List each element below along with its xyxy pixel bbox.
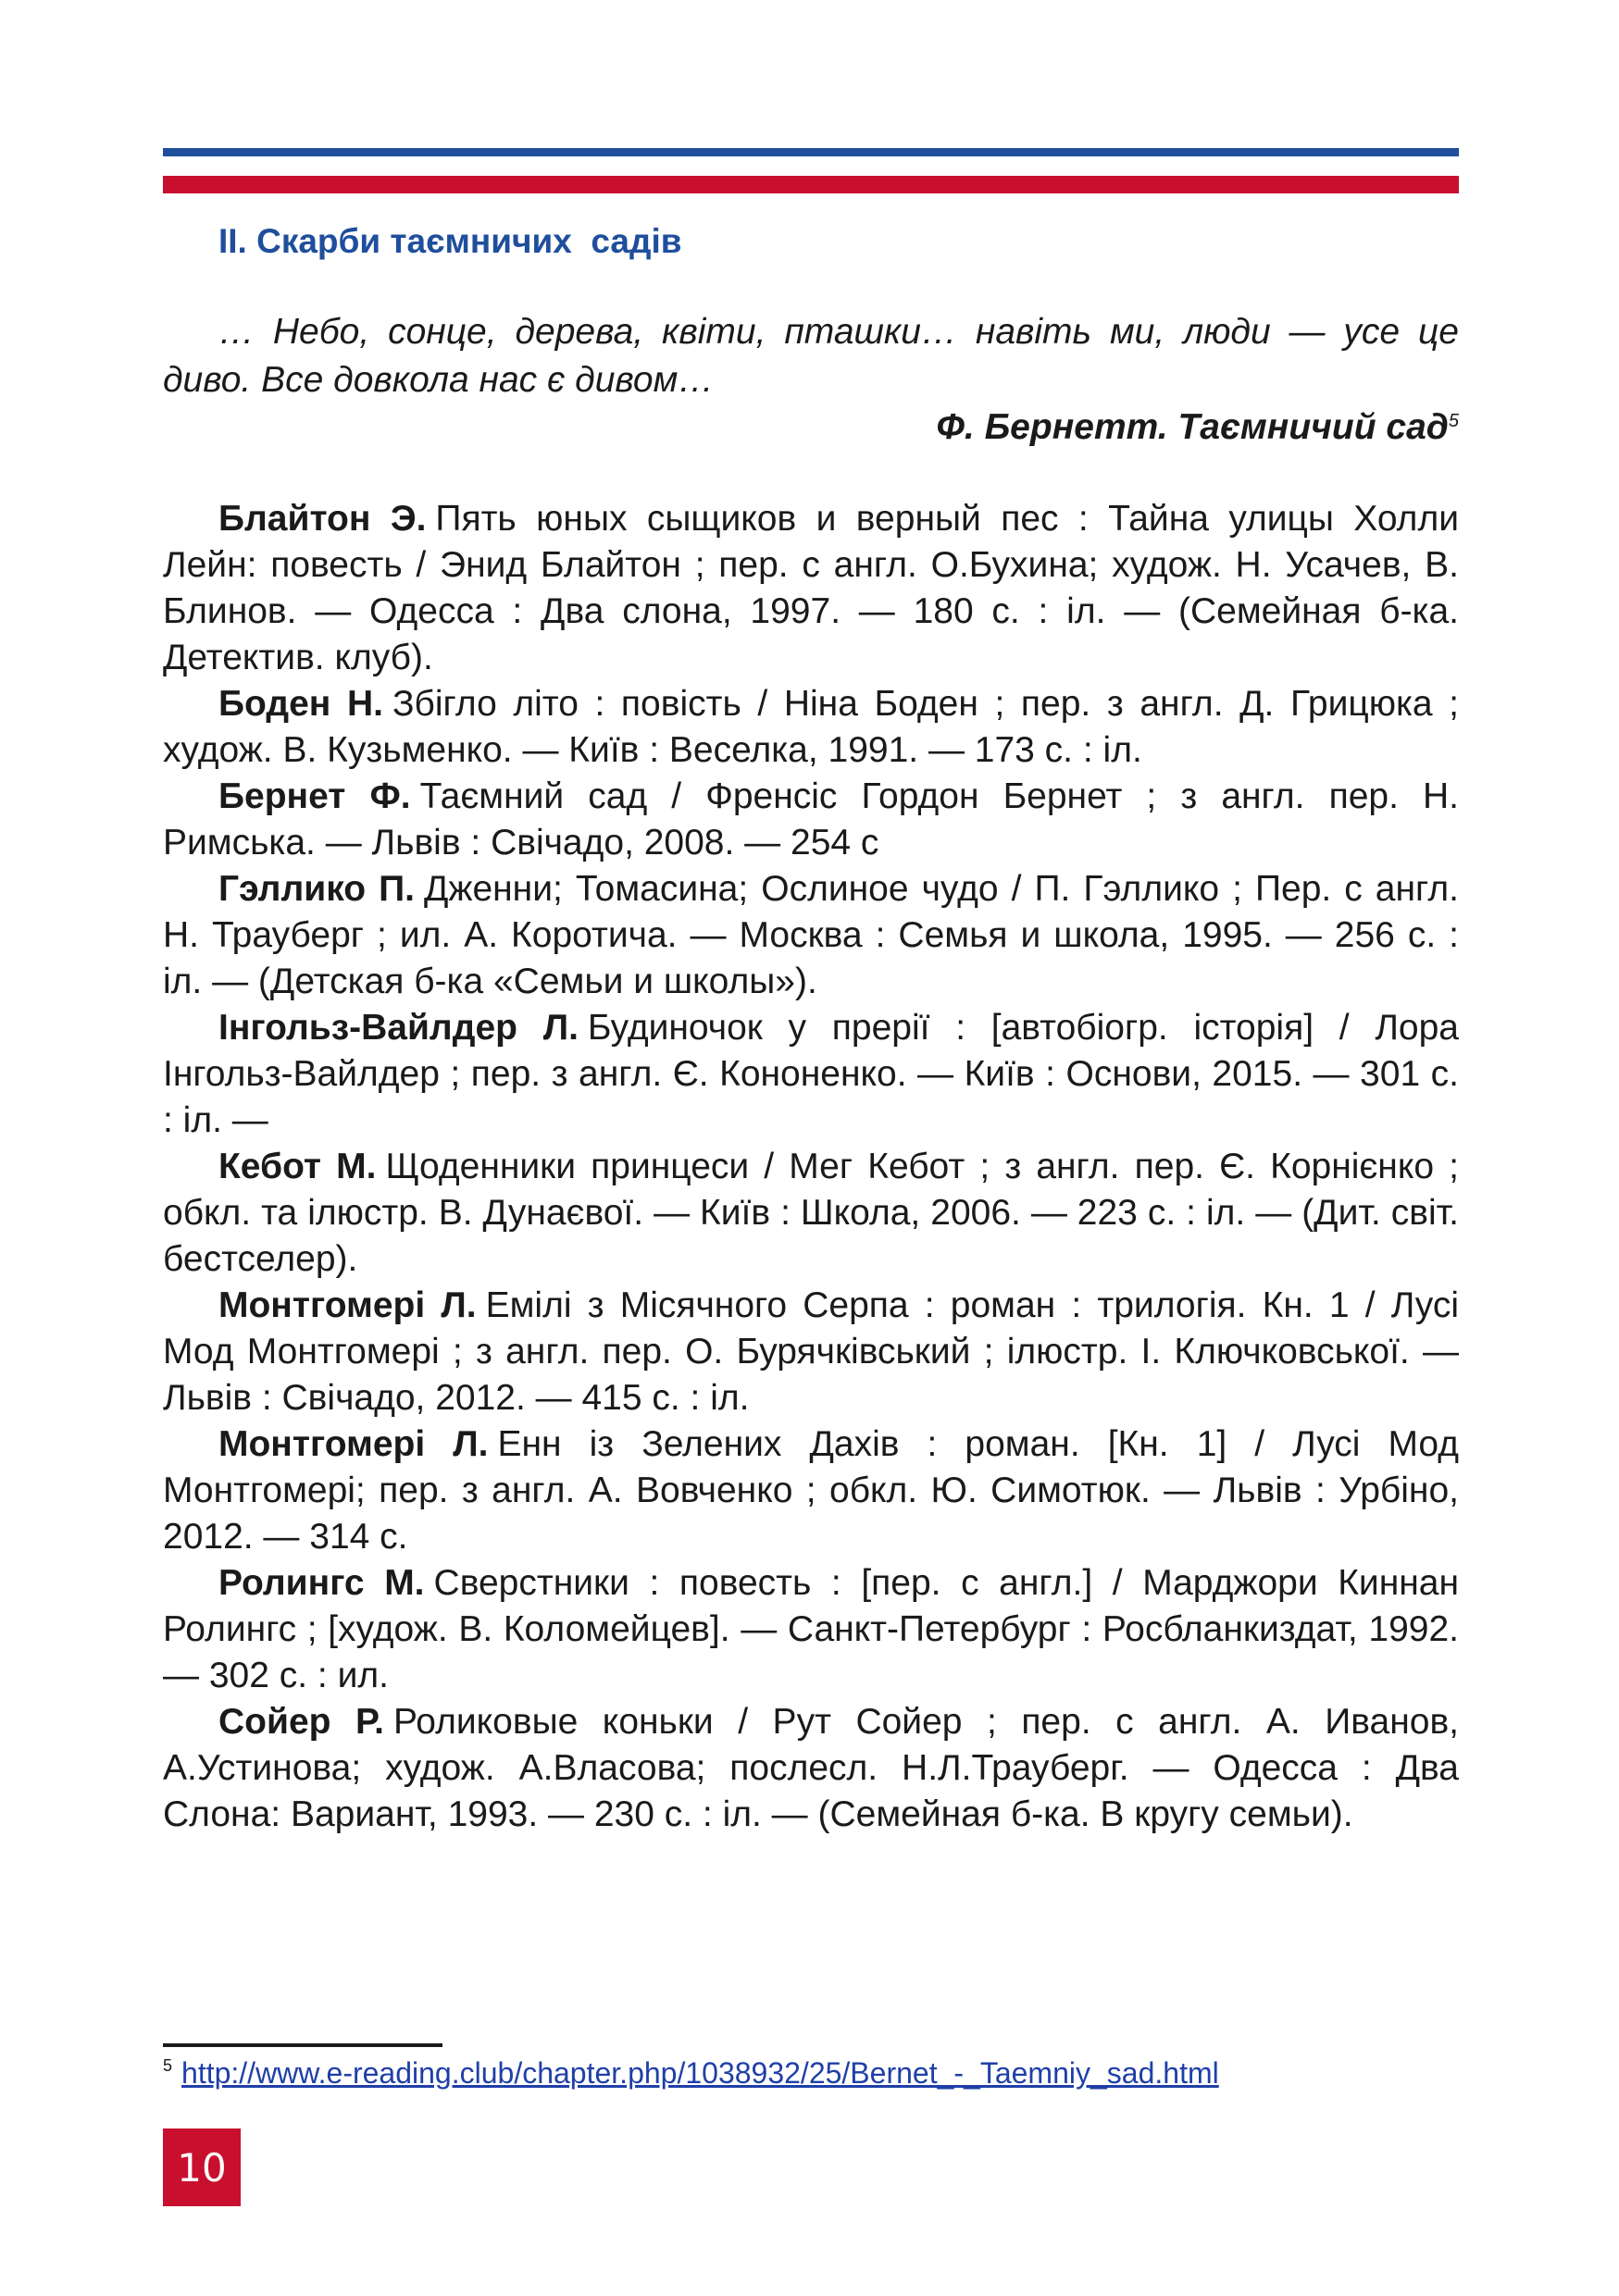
entry-details: Будиночок у прерії : [автобіогр. історія] / Лора Інгольз-Вайлдер ; пер. з англ. Є. Кононенко. — Київ : Основи, 2015. — 301 с. : іл. — xyxy=(163,1008,1459,1140)
entry-details: Роликовые коньки / Рут Сойер ; пер. с англ. А. Иванов, А.Устинова; худож. А.Власова; послесл. Н.Л.Трауберг. — Одесса : Два Слона: Вариант, 1993. — 230 с. : іл. — (Семейная б-ка. В кругу семьи). xyxy=(163,1702,1460,1834)
entry-details: Емілі з Місячного Серпа : роман : трилогія. Кн. 1 / Лусі Мод Монтгомері ; з англ. пер. О. Бурячківський ; ілюстр. І. Ключковської. — Львів : Свічадо, 2012. — 415 с. : іл. xyxy=(163,1285,1459,1418)
footnote-mark: 5 xyxy=(163,2056,173,2075)
bibliography-entry xyxy=(163,1283,1459,1421)
entry-author: Монтгомері Л. xyxy=(218,1424,489,1464)
footnote-link[interactable]: http://www.e-reading.club/chapter.php/1038932/25/Bernet_-_Taemniy_sad.html xyxy=(181,2056,1219,2090)
epigraph-attribution xyxy=(936,407,1459,448)
bibliography-entry xyxy=(163,1421,1459,1560)
entry-details: Збігло літо : повість / Ніна Боден ; пер. з англ. Д. Грицюка ; худож. В. Кузьменко. — Київ : Веселка, 1991. — 173 с. : іл. xyxy=(163,684,1460,770)
footnote xyxy=(163,2056,1219,2091)
entry-details: Щоденники принцеси / Мег Кебот ; з англ. пер. Є. Корнієнко ; обкл. та ілюстр. В. Дунаєвої. — Київ : Школа, 2006. — 223 с. : іл. — (Дит. світ. бестселер). xyxy=(163,1147,1459,1279)
entry-details: Сверстники : повесть : [пер. с англ.] / Марджори Киннан Ролингс ; [худож. В. Коломейцев]. — Санкт-Петербург : Росбланкиздат, 1992. — 302 с. : ил. xyxy=(163,1563,1460,1695)
bibliography-entry xyxy=(163,774,1459,866)
entry-author: Ролингс М. xyxy=(218,1563,425,1603)
entry-details: Енн із Зелених Дахів : роман. [Кн. 1] / Лусі Мод Монтгомері; пер. з англ. А. Вовченко ; обкл. Ю. Симотюк. — Львів : Урбіно, 2012. — 314 с. xyxy=(163,1424,1459,1557)
bibliography-entry xyxy=(163,1144,1459,1283)
entry-details: Дженни; Томасина; Ослиное чудо / П. Гэллико ; Пер. с англ. Н. Трауберг ; ил. А. Коротича. — Москва : Семья и школа, 1995. — 256 с. : іл. — (Детская б-ка «Семьи и школы»). xyxy=(163,869,1459,1001)
entry-author: Монтгомері Л. xyxy=(218,1285,477,1325)
bibliography-entry xyxy=(163,1560,1459,1699)
bibliography-entry xyxy=(163,1699,1459,1838)
entry-author: Гэллико П. xyxy=(218,869,415,909)
footnote-divider xyxy=(163,2043,442,2047)
entry-author: Сойер Р. xyxy=(218,1702,384,1742)
bibliography-list xyxy=(163,496,1459,1838)
header-rule-blue xyxy=(163,148,1459,156)
entry-details: Пять юных сыщиков и верный пес : Тайна улицы Холли Лейн: повесть / Энид Блайтон ; пер. с англ. О.Бухина; худож. Н. Усачев, В. Блинов. — Одесса : Два слона, 1997. — 180 с. : іл. — (Семейная б-ка. Детектив. клуб). xyxy=(163,499,1459,677)
entry-author: Інгольз-Вайлдер Л. xyxy=(218,1008,579,1048)
entry-author: Боден Н. xyxy=(218,684,383,724)
epigraph-quote: … Небо, сонце, дерева, квіти, пташки… навіть ми, люди — усе це диво. Все довкола нас є дивом… xyxy=(163,312,1459,400)
header-rule-red xyxy=(163,176,1459,193)
epigraph-attribution-text: Ф. Бернетт. Таємничий сад xyxy=(936,407,1449,447)
entry-author: Бернет Ф. xyxy=(218,776,411,816)
section-title: ІІ. Скарби таємничих садів xyxy=(218,222,682,260)
page-number-badge: 10 xyxy=(163,2128,241,2206)
entry-author: Блайтон Э. xyxy=(218,499,427,539)
bibliography-entry xyxy=(163,866,1459,1005)
bibliography-entry xyxy=(163,496,1459,681)
entry-author: Кебот М. xyxy=(218,1147,377,1186)
footnote-reference[interactable]: 5 xyxy=(1448,411,1459,431)
entry-details: Таємний сад / Френсіс Гордон Бернет ; з англ. пер. Н. Римська. — Львів : Свічадо, 2008. — 254 с xyxy=(163,776,1459,863)
bibliography-entry xyxy=(163,681,1459,774)
bibliography-entry xyxy=(163,1005,1459,1144)
